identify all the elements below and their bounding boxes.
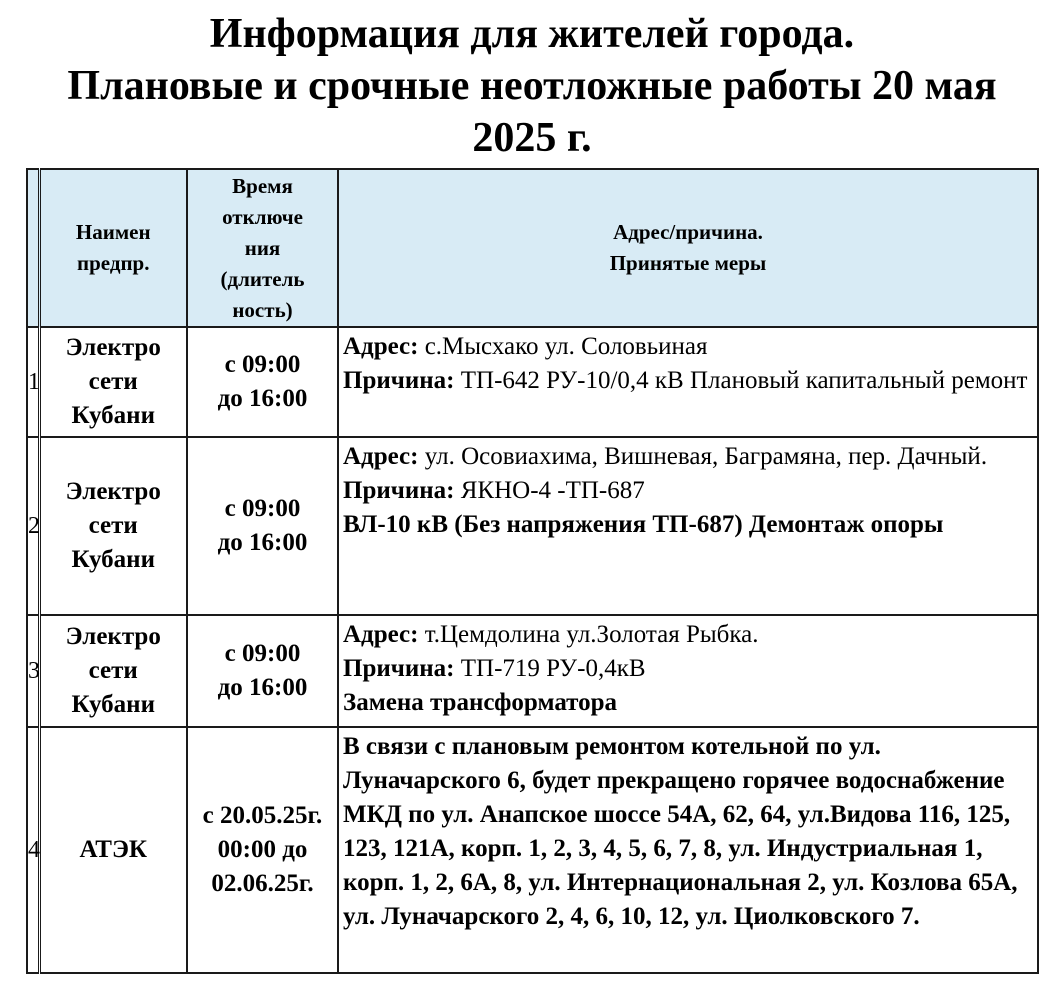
- table-row: [27, 615, 1038, 727]
- reason-line: [343, 364, 1033, 398]
- title-line-1: Информация для жителей города.: [209, 11, 855, 57]
- time-from: с 09:00: [224, 640, 301, 667]
- header-time-label: Время отключе ния (длитель ность): [220, 173, 305, 322]
- address-value: с.Мысхако ул. Соловьиная: [418, 333, 708, 360]
- reason-label: Причина:: [343, 477, 455, 504]
- header-address-line2: Принятые меры: [609, 251, 767, 275]
- row-address: [338, 327, 1038, 437]
- reason-value: ЯКНО-4 -ТП-687: [454, 477, 645, 504]
- header-num-cell: [27, 169, 39, 327]
- row-org: [39, 615, 187, 727]
- row-number: 3: [27, 615, 39, 727]
- notice-text: В связи с плановым ремонтом котельной по ул. Луначарского 6, будет прекращено горячее водоснабжение МКД по ул. Анапское шоссе 54А, 62, 64, ул.Видова 116, 125, 123, 121А, корп. 1, 2, 3, 4, 5, 6, 7, 8, ул. Индустриальная 1, корп. 1, 2, 6А, 8, ул. Интернациональная 2, ул. Козлова 65А, ул. Луначарского 2, 4, 6, 10, 12, ул. Циолковского 7.: [343, 733, 1018, 930]
- row-number: 1: [27, 327, 39, 437]
- reason-label: Причина:: [343, 655, 455, 682]
- reason-line: [343, 474, 1033, 508]
- row-number: 2: [27, 437, 39, 615]
- header-address: [338, 169, 1038, 327]
- address-value: т.Цемдолина ул.Золотая Рыбка.: [418, 621, 759, 648]
- address-line: [343, 618, 1033, 652]
- header-address-line1: Адрес/причина.: [613, 220, 763, 244]
- row-time: [187, 615, 338, 727]
- reason-label: Причина:: [343, 367, 455, 394]
- table-row: [27, 327, 1038, 437]
- row-time: [187, 727, 338, 973]
- table-row: [27, 437, 1038, 615]
- reason-value: ТП-719 РУ-0,4кВ: [454, 655, 646, 682]
- time-to: до 16:00: [217, 385, 308, 412]
- time-to: 02.06.25г.: [211, 870, 314, 897]
- page-title: [0, 8, 1064, 164]
- time-mid: 00:00 до: [217, 836, 308, 863]
- address-label: Адрес:: [343, 333, 419, 360]
- reason-line: [343, 652, 1033, 686]
- reason-value: ТП-642 РУ-10/0,4 кВ Плановый капитальный ремонт: [454, 367, 1028, 394]
- table-header-row: [27, 169, 1038, 327]
- title-line-3: 2025 г.: [472, 115, 592, 161]
- outage-table: [26, 168, 1039, 974]
- row-notice: [338, 727, 1038, 973]
- time-from: с 09:00: [224, 351, 301, 378]
- title-line-2: Плановые и срочные неотложные работы 20 мая: [67, 63, 997, 109]
- row-org-label: АТЭК: [79, 836, 148, 863]
- address-label: Адрес:: [343, 443, 419, 470]
- table-row: [27, 727, 1038, 973]
- row-org-label: Электро сети Кубани: [65, 334, 161, 429]
- row-org: [39, 727, 187, 973]
- address-value: ул. Осовиахима, Вишневая, Баграмяна, пер. Дачный.: [418, 443, 988, 470]
- measure-line: Замена трансформатора: [343, 689, 618, 716]
- row-address: [338, 615, 1038, 727]
- header-time: [187, 169, 338, 327]
- row-org-label: Электро сети Кубани: [65, 623, 161, 718]
- row-org: [39, 437, 187, 615]
- row-org: [39, 327, 187, 437]
- header-org-label: Наимен предпр.: [75, 220, 151, 275]
- time-to: до 16:00: [217, 529, 308, 556]
- row-time: [187, 437, 338, 615]
- measure-line: ВЛ-10 кВ (Без напряжения ТП-687) Демонтаж опоры: [343, 511, 944, 538]
- address-label: Адрес:: [343, 621, 419, 648]
- row-number: 4: [27, 727, 39, 973]
- address-line: [343, 440, 1033, 474]
- row-address: [338, 437, 1038, 615]
- row-org-label: Электро сети Кубани: [65, 478, 161, 573]
- time-from: с 20.05.25г.: [202, 802, 323, 829]
- header-org: [39, 169, 187, 327]
- row-time: [187, 327, 338, 437]
- time-to: до 16:00: [217, 674, 308, 701]
- time-from: с 09:00: [224, 495, 301, 522]
- address-line: [343, 330, 1033, 364]
